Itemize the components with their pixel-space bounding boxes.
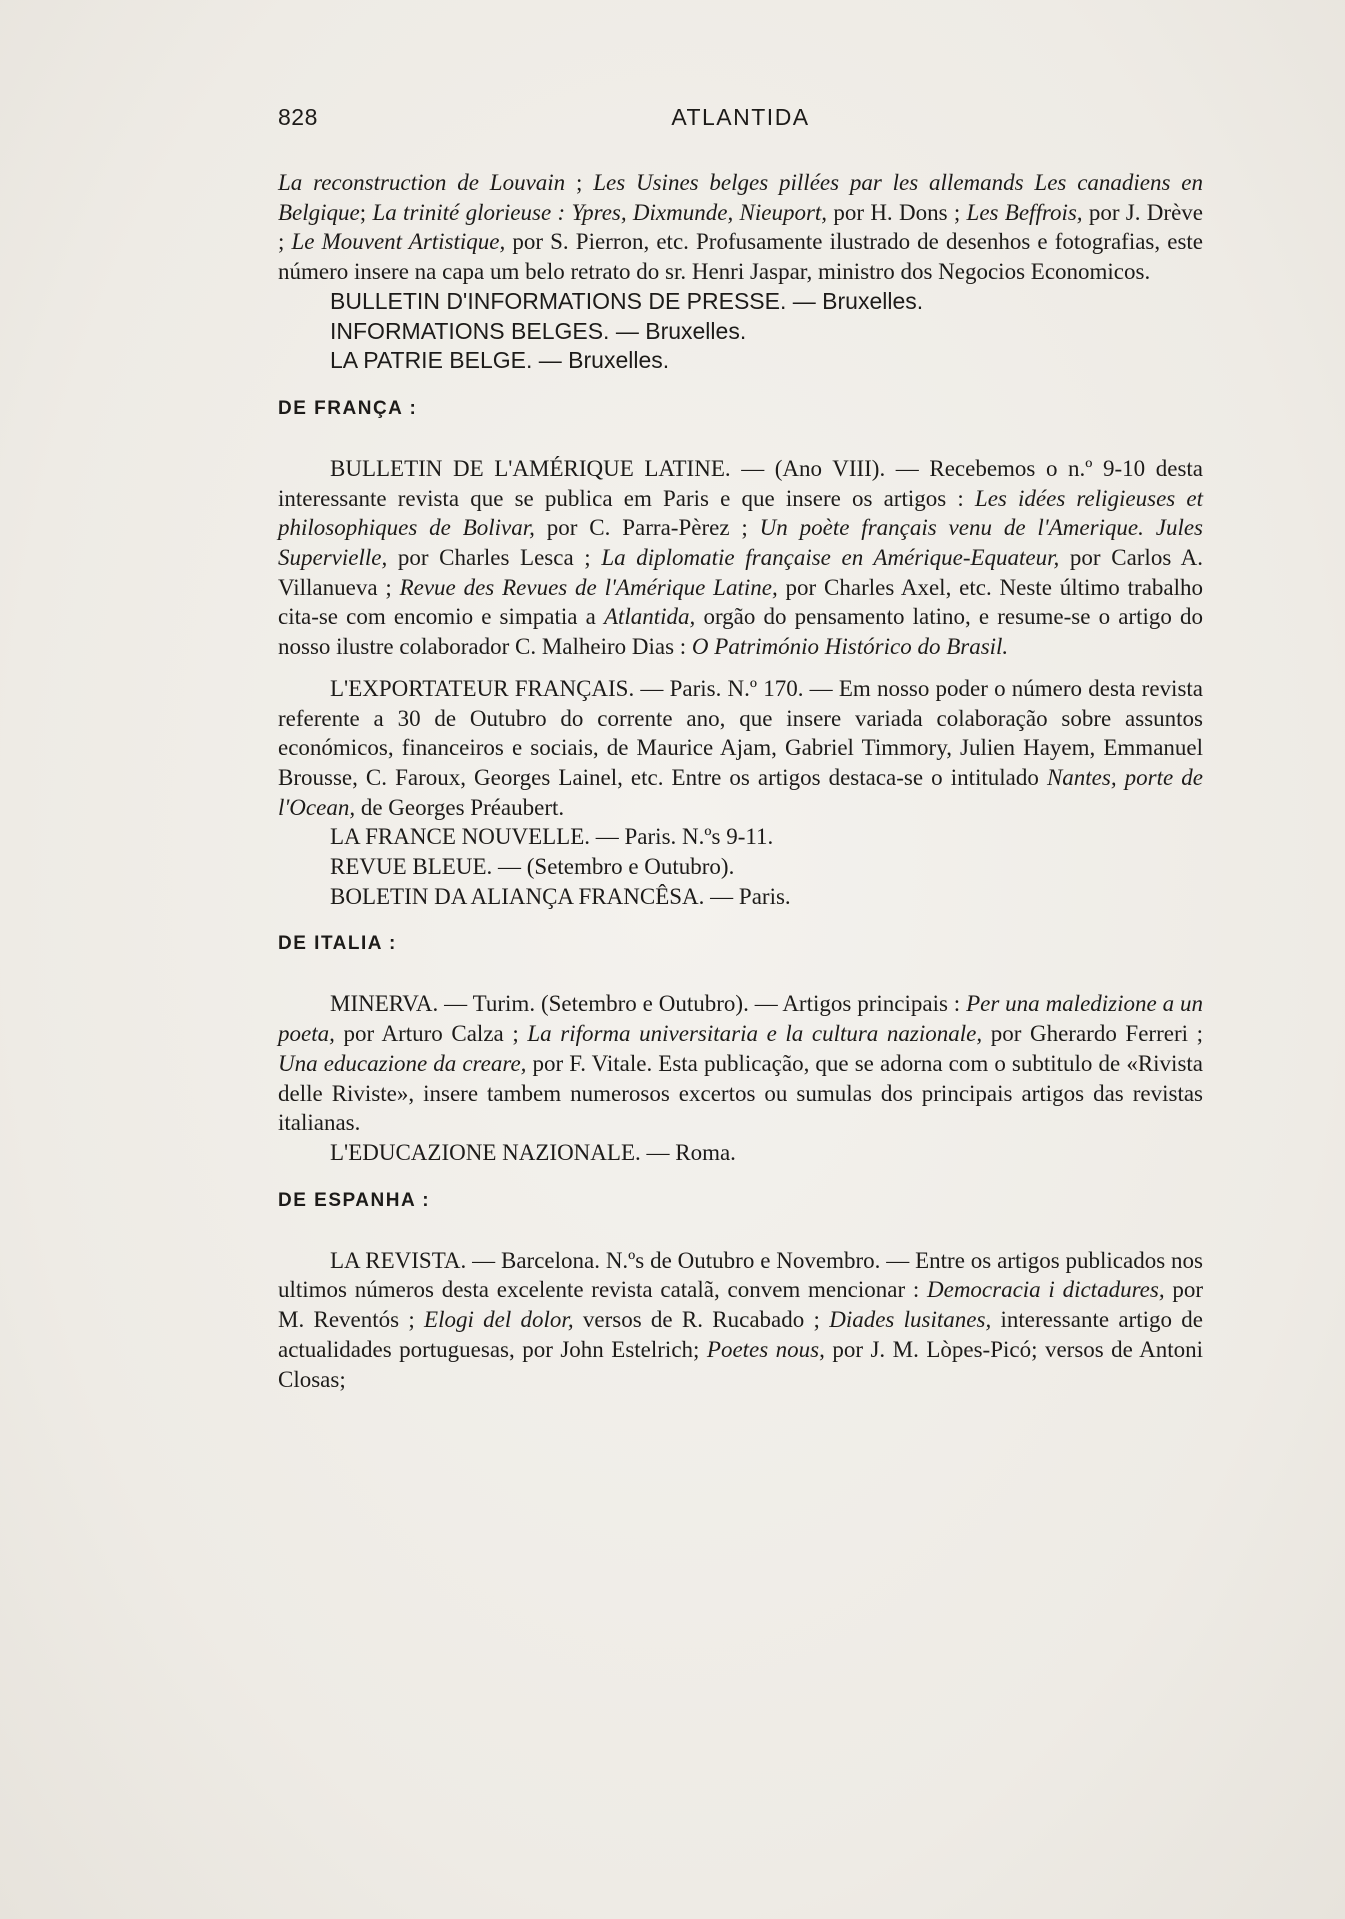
- italic-title: Le Mouvent Artistique,: [291, 229, 506, 255]
- italic-title: La diplomatie française en Amérique-Equateur,: [601, 545, 1060, 571]
- section-heading-france: DE FRANÇA :: [278, 397, 418, 419]
- italic-title: O Património Histórico do Brasil.: [691, 634, 1009, 660]
- list-item: LA FRANCE NOUVELLE. — Paris. N.ºs 9-11.: [330, 824, 774, 850]
- italic-title: Diades lusitanes,: [829, 1307, 992, 1333]
- text-run: por M. Reventós ;: [278, 1277, 1203, 1333]
- italic-title: Elogi del dolor,: [424, 1307, 574, 1333]
- italic-title: La reconstruction de Louvain: [278, 170, 566, 195]
- text-run: LA REVISTA. — Barcelona. N.ºs de Outubro e Novembro. — Entre os artigos publicados nos ultimos números desta excelente revista catalã, convem mencionar :: [278, 1247, 1203, 1303]
- italic-title: Revue des Revues de l'Amérique Latine,: [399, 574, 778, 600]
- text-run: por Charles Axel, etc. Neste último trabalho cita-se com encomio e simpatia a: [278, 574, 1203, 630]
- italic-title: Democracia i dictadures,: [927, 1277, 1165, 1303]
- italic-title: Les idées religieuses et philosophiques de Bolivar,: [278, 485, 1203, 541]
- page-body: [278, 168, 1203, 1394]
- text-run: por C. Parra-Pèrez ;: [534, 515, 760, 541]
- italic-title: Les Usines belges pillées par les allemands Les canadiens en Belgique: [278, 170, 1203, 225]
- text-run: orgão do pensamento latino, e resume-se o artigo do nosso ilustre colaborador C. Malheiro Dias :: [278, 604, 1203, 660]
- text-run: por J. Drève ;: [278, 199, 1203, 255]
- text-run: por Gherardo Ferreri ;: [982, 1021, 1203, 1047]
- list-item: BOLETIN DA ALIANÇA FRANCÊSA. — Paris.: [330, 883, 791, 909]
- text-run: de Georges Préaubert.: [355, 794, 565, 820]
- text-run: por Carlos A. Villanueva ;: [278, 545, 1203, 600]
- paragraph-minerva: [278, 989, 1203, 1138]
- text-run: ;: [359, 199, 373, 225]
- text-run: por S. Pierron, etc. Profusamente ilustrado de desenhos e fotografias, este número insere na capa um belo retrato do sr. Henri Jaspar, ministro dos Negocios Economicos.: [278, 229, 1203, 285]
- paragraph-exportateur: [278, 674, 1203, 823]
- text-run: ;: [565, 170, 594, 195]
- list-item: LA PATRIE BELGE. — Bruxelles.: [330, 347, 670, 374]
- italic-title: Un poète français venu de l'Amerique. Jules Supervielle,: [278, 515, 1204, 571]
- running-header: [278, 104, 1203, 140]
- italic-title: Per una maledizione a un poeta,: [278, 991, 1203, 1047]
- italic-title: La riforma universitaria e la cultura nazionale,: [527, 1021, 983, 1047]
- text-run: por H. Dons ;: [827, 199, 967, 225]
- text-run: por J. M. Lòpes-Picó; versos de Antoni Closas;: [278, 1336, 1203, 1392]
- page-number: 828: [278, 104, 318, 130]
- text-run: BULLETIN DE L'AMÉRIQUE LATINE. — (Ano VIII). — Recebemos o n.º 9-10 desta interessante revista que se publica em Paris e que insere os artigos :: [278, 455, 1203, 511]
- list-item: INFORMATIONS BELGES. — Bruxelles.: [330, 317, 747, 344]
- italic-title: Una educazione da creare,: [278, 1050, 527, 1076]
- italic-title: Les Beffrois,: [966, 199, 1083, 225]
- journal-title: ATLANTIDA: [671, 104, 810, 130]
- text-run: versos de R. Rucabado ;: [573, 1307, 830, 1333]
- text-run: por Arturo Calza ;: [334, 1021, 528, 1047]
- text-run: por F. Vitale. Esta publicação, que se adorna com o subtitulo de «Rivista delle Riviste», insere tambem numerosos excertos ou sumulas dos principais artigos das revistas italianas.: [278, 1050, 1203, 1136]
- text-run: L'EXPORTATEUR FRANÇAIS. — Paris. N.º 170. — Em nosso poder o número desta revista referente a 30 de Outubro do corrente ano, que insere variada colaboração sobre assuntos económicos, financeiros e sociais, de Maurice Ajam, Gabriel Timmory, Julien Hayem, Emmanuel Brousse, C. Faroux, Georges Lainel, etc. Entre os artigos destaca-se o intitulado: [278, 675, 1203, 790]
- italic-title: La trinité glorieuse : Ypres, Dixmunde, Nieuport,: [372, 199, 828, 225]
- italic-title: Nantes, porte de l'Ocean,: [278, 764, 1203, 820]
- section-heading-spain: DE ESPANHA :: [278, 1189, 431, 1211]
- list-item: BULLETIN D'INFORMATIONS DE PRESSE. — Bruxelles.: [330, 287, 924, 314]
- text-run: interessante artigo de actualidades portuguesas, por John Estelrich;: [278, 1307, 1203, 1362]
- list-item: L'EDUCAZIONE NAZIONALE. — Roma.: [330, 1139, 736, 1165]
- list-item: REVUE BLEUE. — (Setembro e Outubro).: [330, 854, 735, 880]
- section-heading-italy: DE ITALIA :: [278, 933, 397, 955]
- italic-title: Poetes nous,: [706, 1336, 825, 1362]
- paragraph-bulletin-amerique: [278, 454, 1203, 662]
- paragraph-belgian-review: [278, 168, 1203, 287]
- text-run: MINERVA. — Turim. (Setembro e Outubro). — Artigos principais :: [330, 991, 967, 1017]
- italic-title: Atlantida,: [603, 604, 696, 630]
- text-run: por Charles Lesca ;: [387, 545, 602, 571]
- paragraph-la-revista: [278, 1246, 1203, 1395]
